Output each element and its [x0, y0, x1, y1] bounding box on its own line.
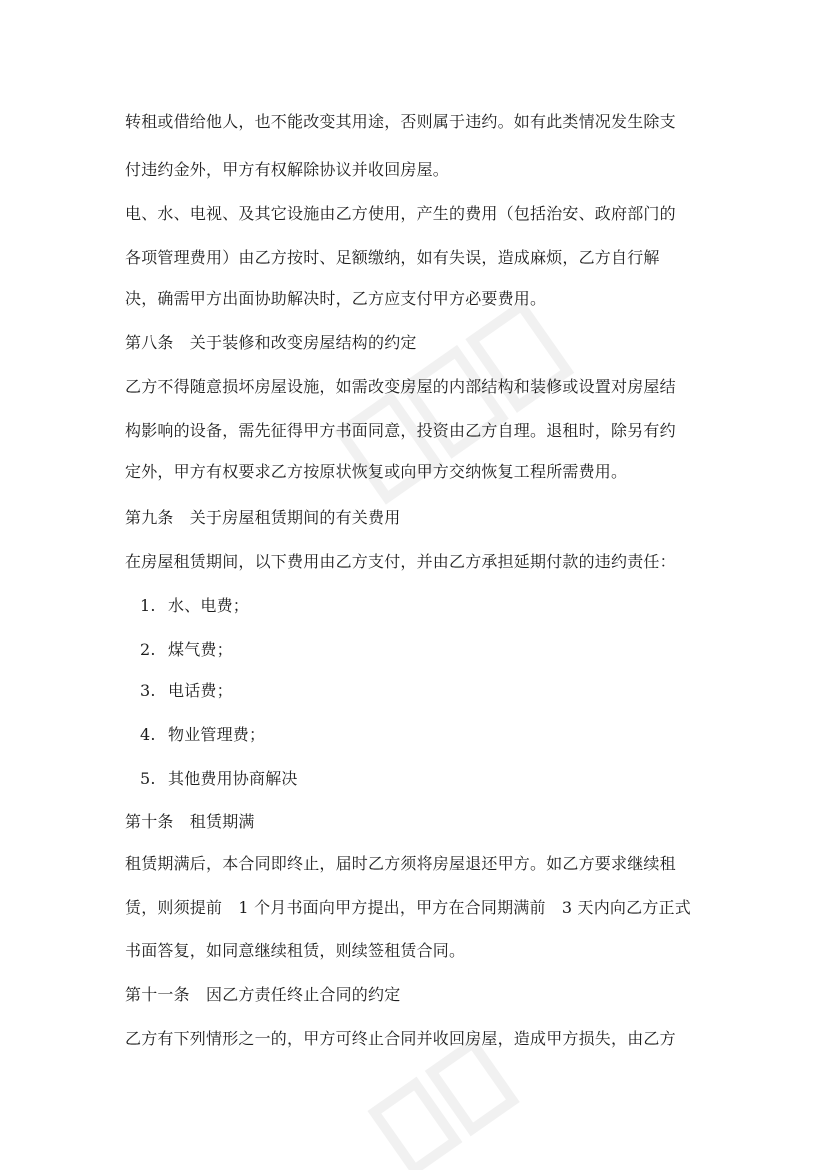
- list-item: [140, 724, 265, 746]
- list-text: 电话费；: [168, 681, 233, 700]
- list-item: [140, 595, 249, 617]
- paragraph-line: 书面答复，如同意继续租赁，则续签租赁合同。: [125, 941, 466, 960]
- section-heading-article-10: 第十条 租赁期满: [125, 812, 255, 831]
- section-heading-article-9: 第九条 关于房屋租赁期间的有关费用: [125, 508, 401, 527]
- section-heading-article-8: 第八条 关于装修和改变房屋结构的约定: [125, 333, 417, 352]
- paragraph-line: 决，确需甲方出面协助解决时，乙方应支付甲方必要费用。: [125, 289, 547, 308]
- list-number: 3.: [140, 681, 156, 700]
- paragraph-line: 电、水、电视、及其它设施由乙方使用，产生的费用（包括治安、政府部门的: [125, 204, 676, 223]
- list-item: [140, 639, 233, 661]
- paragraph-line: 付违约金外，甲方有权解除协议并收回房屋。: [125, 160, 450, 179]
- list-text: 物业管理费；: [168, 725, 266, 744]
- list-number: 1.: [140, 596, 156, 615]
- paragraph-line: 赁，则须提前 1 个月书面向甲方提出，甲方在合同期满前 3 天内向乙方正式: [125, 898, 691, 917]
- list-number: 2.: [140, 640, 156, 659]
- paragraph-line: 定外，甲方有权要求乙方按原状恢复或向甲方交纳恢复工程所需费用。: [125, 462, 628, 481]
- paragraph-line: 各项管理费用）由乙方按时、足额缴纳，如有失误，造成麻烦，乙方自行解: [125, 248, 660, 267]
- list-text: 水、电费；: [168, 596, 250, 615]
- list-item: [140, 680, 233, 702]
- paragraph-line: 在房屋租赁期间，以下费用由乙方支付，并由乙方承担延期付款的违约责任：: [125, 552, 676, 571]
- section-heading-article-11: 第十一条 因乙方责任终止合同的约定: [125, 985, 401, 1004]
- paragraph-line: 租赁期满后，本合同即终止，届时乙方须将房屋退还甲方。如乙方要求继续租: [125, 854, 676, 873]
- paragraph-line: 乙方有下列情形之一的，甲方可终止合同并收回房屋，造成甲方损失，由乙方: [125, 1029, 676, 1048]
- paragraph-line: 构影响的设备，需先征得甲方书面同意，投资由乙方自理。退租时，除另有约: [125, 421, 676, 440]
- list-number: 4.: [140, 725, 156, 744]
- paragraph-line: 转租或借给他人，也不能改变其用途，否则属于违约。如有此类情况发生除支: [125, 112, 676, 131]
- list-text: 煤气费；: [168, 640, 233, 659]
- list-number: 5.: [140, 769, 156, 788]
- list-text: 其他费用协商解决: [168, 769, 298, 788]
- list-item: [140, 768, 298, 790]
- paragraph-line: 乙方不得随意损坏房屋设施，如需改变房屋的内部结构和装修或设置对房屋结: [125, 377, 676, 396]
